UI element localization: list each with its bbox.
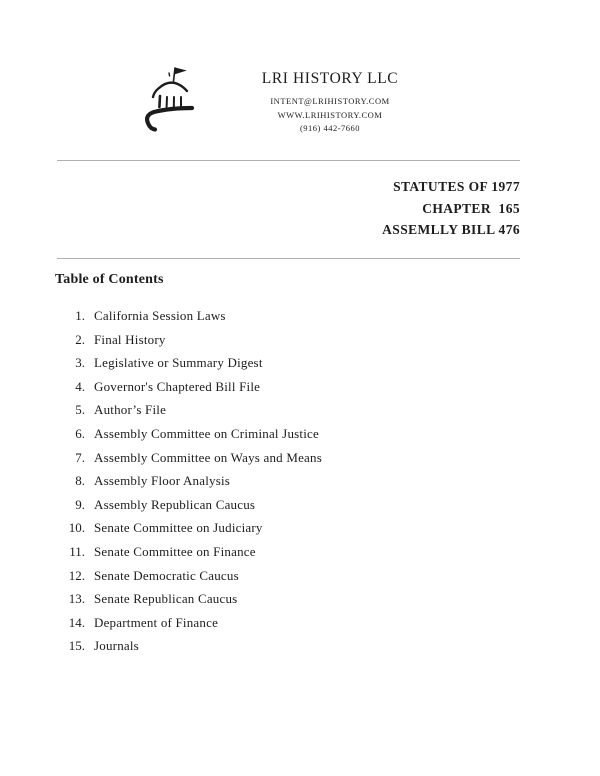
company-name: LRI HISTORY LLC	[261, 70, 399, 87]
capitol-sketch-logo-icon	[140, 64, 204, 138]
toc-item	[60, 402, 322, 426]
toc-item-label: Assembly Republican Caucus	[94, 496, 256, 512]
toc-item-label: Senate Republican Caucus	[94, 591, 238, 607]
toc-item-number: 11.	[69, 543, 85, 559]
toc-item-label: Journals	[94, 638, 139, 654]
toc-item-label: Assembly Committee on Ways and Means	[94, 449, 322, 465]
bill-line: ASSEMLLY BILL 476	[382, 222, 520, 237]
toc-item-label: Author’s File	[94, 402, 167, 418]
toc-item-label: Assembly Committee on Criminal Justice	[94, 425, 319, 441]
toc-item-label: Governor's Chaptered Bill File	[94, 378, 261, 394]
toc-item-number: 12.	[68, 567, 85, 583]
toc-item	[60, 568, 322, 592]
toc-item	[60, 426, 322, 450]
toc-item	[60, 379, 322, 403]
toc-item-label: Senate Democratic Caucus	[94, 567, 239, 583]
toc-item-number: 13.	[68, 591, 85, 607]
bill-info	[382, 176, 520, 241]
chapter-line: CHAPTER 165	[422, 200, 520, 216]
toc-item-number: 15.	[68, 638, 85, 654]
toc-item-label: Assembly Floor Analysis	[94, 473, 231, 489]
letterhead-text	[220, 58, 440, 136]
toc-item	[60, 544, 322, 568]
toc-item-number: 3.	[75, 355, 85, 371]
toc-item-label: California Session Laws	[94, 308, 226, 323]
toc-item-number: 5.	[75, 402, 85, 418]
toc-item	[60, 308, 322, 332]
toc-item	[60, 473, 322, 497]
toc-item-number: 1.	[75, 308, 85, 323]
toc-list	[60, 308, 322, 662]
toc-item-number: 7.	[75, 449, 85, 465]
company-phone: (916) 442-7660	[299, 123, 361, 133]
toc-item-label: Senate Committee on Finance	[94, 543, 256, 559]
toc-item-label: Department of Finance	[94, 614, 219, 630]
toc-item-label: Final History	[94, 331, 166, 347]
toc-item-number: 8.	[75, 473, 85, 489]
toc-item	[60, 520, 322, 544]
toc-item-number: 6.	[75, 425, 85, 441]
toc-item	[60, 638, 322, 662]
toc-item-number: 14.	[68, 614, 85, 630]
toc-item-number: 2.	[75, 331, 85, 347]
statutes-line: STATUTES OF 1977	[393, 179, 520, 194]
company-email: INTENT@LRIHISTORY.COM	[270, 96, 390, 106]
toc-item	[60, 591, 322, 615]
toc-item	[60, 450, 322, 474]
toc-item-number: 10.	[68, 520, 85, 536]
company-website: WWW.LRIHISTORY.COM	[277, 109, 383, 120]
toc-title: Table of Contents	[55, 272, 164, 287]
toc-item	[60, 497, 322, 521]
toc-item-number: 9.	[75, 496, 85, 512]
divider-top	[57, 160, 520, 161]
letterhead	[140, 58, 440, 138]
divider-middle	[57, 258, 520, 259]
toc-item	[60, 355, 322, 379]
toc-item-label: Legislative or Summary Digest	[94, 355, 263, 371]
toc-item-number: 4.	[75, 378, 85, 394]
toc-item-label: Senate Committee on Judiciary	[94, 520, 263, 536]
toc-item	[60, 615, 322, 639]
toc-item	[60, 332, 322, 356]
